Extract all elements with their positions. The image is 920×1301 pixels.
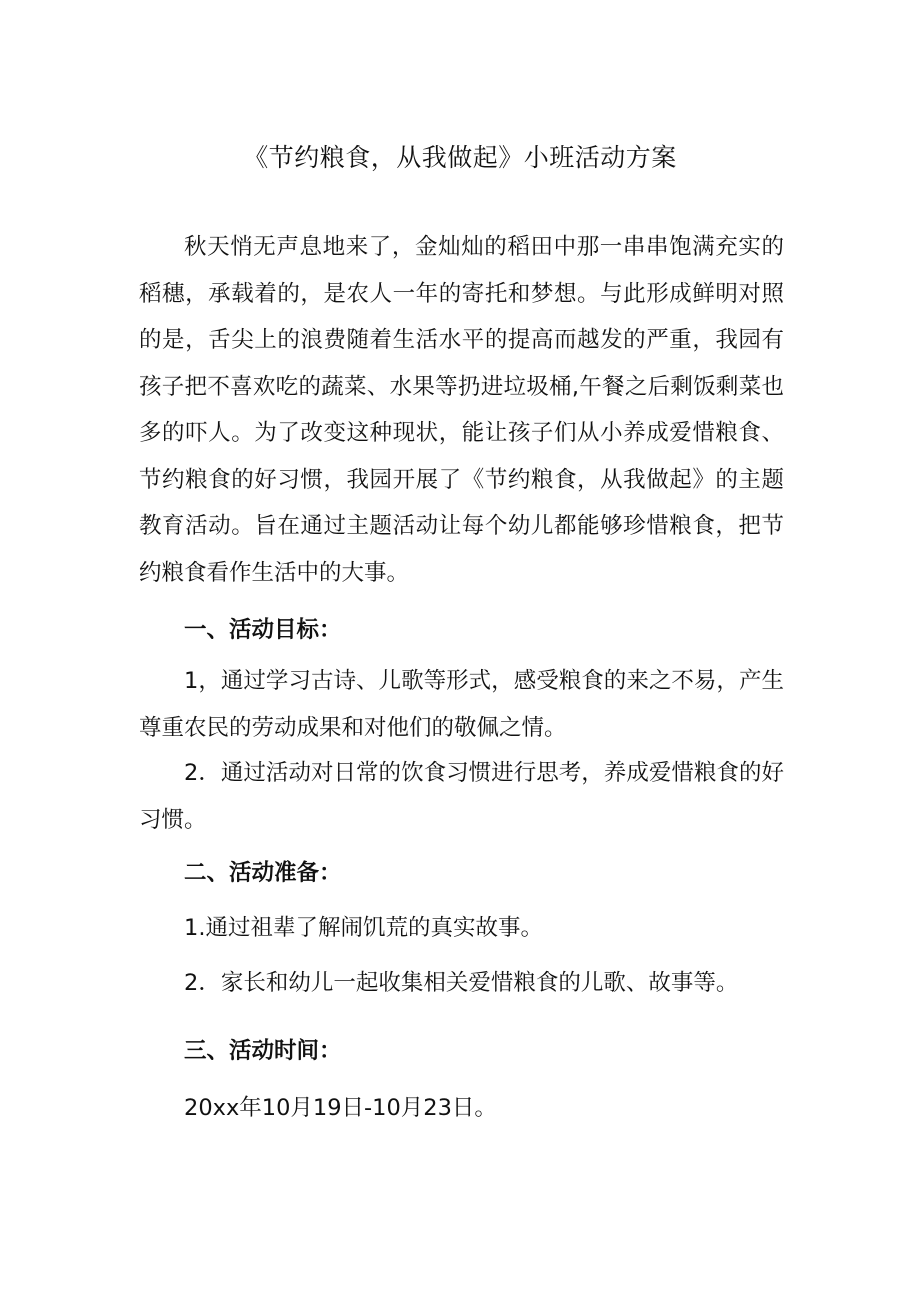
goal-item-2: 2．通过活动对日常的饮食习惯进行思考，养成爱惜粮食的好习惯。 — [139, 760, 784, 833]
section-heading-goals: 一、活动目标： — [184, 617, 342, 643]
goal-item-1: 1，通过学习古诗、儿歌等形式，感受粮食的来之不易，产生尊重农民的劳动成果和对他们的敬佩之情。 — [139, 668, 784, 741]
section-heading-preparation: 二、活动准备： — [184, 860, 342, 886]
document-title: 《节约粮食，从我做起》小班活动方案 — [243, 143, 677, 172]
intro-paragraph: 秋天悄无声息地来了，金灿灿的稻田中那一串串饱满充实的稻穗，承载着的，是农人一年的寄托和梦想。与此形成鲜明对照的是，舌尖上的浪费随着生活水平的提高而越发的严重，我园有孩子把不喜欢吃的蔬菜、水果等扔进垃圾桶,午餐之后剩饭剩菜也多的吓人。为了改变这种现状，能让孩子们从小养成爱惜粮食、节约粮食的好习惯，我园开展了《节约粮食，从我做起》的主题教育活动。旨在通过主题活动让每个幼儿都能够珍惜粮食，把节约粮食看作生活中的大事。 — [139, 234, 784, 586]
preparation-item-1: 1.通过祖辈了解闹饥荒的真实故事。 — [184, 915, 543, 941]
section-heading-time: 三、活动时间： — [184, 1038, 342, 1064]
activity-date: 20xx年10月19日-10月23日。 — [184, 1095, 497, 1121]
preparation-item-2: 2．家长和幼儿一起收集相关爱惜粮食的儿歌、故事等。 — [184, 970, 739, 996]
